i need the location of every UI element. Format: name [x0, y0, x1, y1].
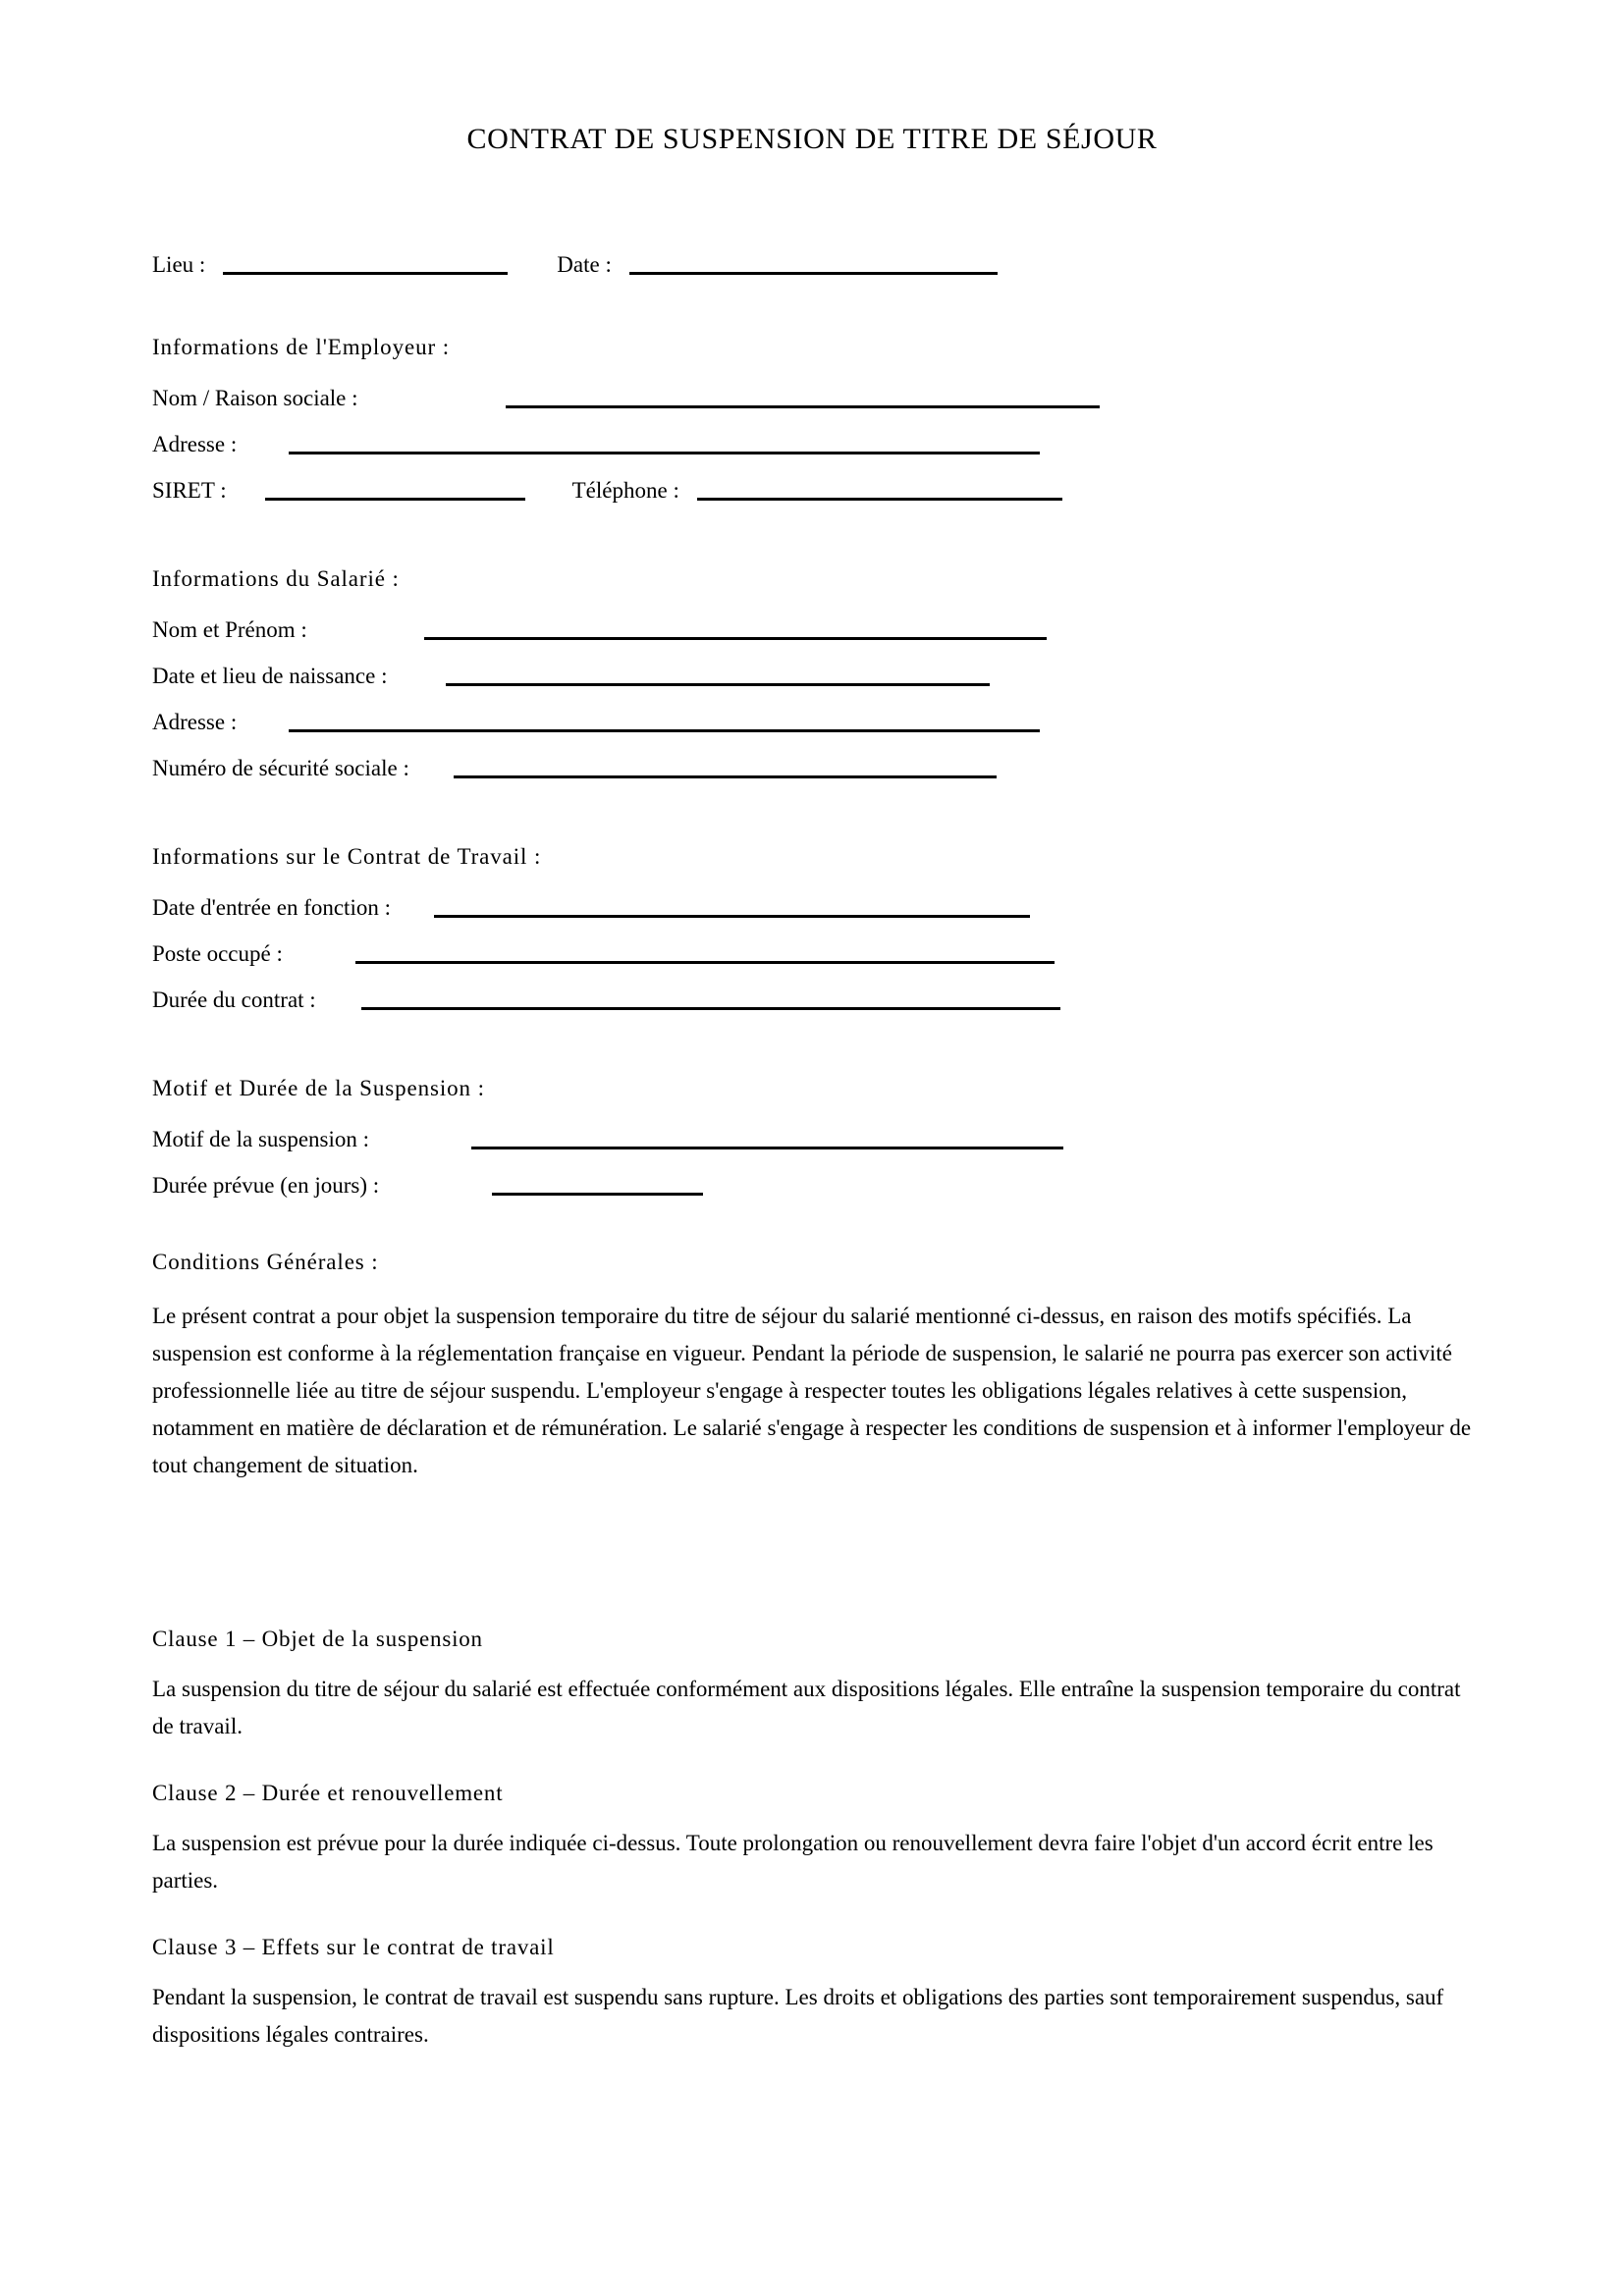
work-duration-label: Durée du contrat : — [152, 988, 316, 1012]
work-start-row — [152, 890, 1478, 920]
work-start-label: Date d'entrée en fonction : — [152, 895, 391, 920]
employee-section-heading: Informations du Salarié : — [152, 566, 400, 591]
date-input-line[interactable] — [629, 272, 998, 275]
clause-3-body: Pendant la suspension, le contrat de travail est suspendu sans rupture. Les droits et obligations des parties sont temporairement suspendus, sauf dispositions légales contraires. — [152, 1985, 1444, 2047]
work-start-input-line[interactable] — [434, 915, 1030, 918]
employer-name-input-line[interactable] — [506, 405, 1100, 408]
employee-address-label: Adresse : — [152, 710, 238, 734]
employee-fullname-input-line[interactable] — [424, 637, 1047, 640]
suspension-reason-row — [152, 1122, 1478, 1151]
employee-birth-input-line[interactable] — [446, 683, 990, 686]
clause-2-heading: Clause 2 – Durée et renouvellement — [152, 1781, 504, 1805]
work-position-input-line[interactable] — [355, 961, 1055, 964]
employee-birth-row — [152, 659, 1478, 688]
employee-ssn-row — [152, 751, 1478, 780]
employer-address-input-line[interactable] — [289, 452, 1040, 454]
work-position-label: Poste occupé : — [152, 941, 283, 966]
employer-siret-input-line[interactable] — [265, 498, 525, 501]
clause-2-body: La suspension est prévue pour la durée indiquée ci-dessus. Toute prolongation ou renouvellement devra faire l'objet d'un accord écrit entre les parties. — [152, 1831, 1434, 1893]
general-conditions-body: Le présent contrat a pour objet la suspension temporaire du titre de séjour du salarié mentionné ci-dessus, en raison des motifs spécifiés. La suspension est conforme à la réglementation française en vigueur. Pendant la période de suspension, le salarié ne pourra pas exercer son activité professionnelle liée au titre de séjour suspendu. L'employeur s'engage à respecter toutes les obligations légales relatives à cette suspension, notamment en matière de déclaration et de rémunération. Le salarié s'engage à respecter les conditions de suspension et à informer l'employeur de tout changement de situation. — [152, 1304, 1472, 1477]
place-date-row — [152, 247, 1478, 277]
employee-birth-label: Date et lieu de naissance : — [152, 664, 388, 688]
work-position-row — [152, 936, 1478, 966]
place-label: Lieu : — [152, 252, 206, 277]
employer-address-label: Adresse : — [152, 432, 238, 456]
employee-ssn-label: Numéro de sécurité sociale : — [152, 756, 409, 780]
general-conditions-heading: Conditions Générales : — [152, 1250, 379, 1274]
employer-name-row — [152, 381, 1478, 410]
clause-1-heading: Clause 1 – Objet de la suspension — [152, 1627, 483, 1651]
employer-phone-label: Téléphone : — [571, 478, 679, 503]
employer-siret-row — [152, 473, 1478, 503]
date-label: Date : — [557, 252, 612, 277]
suspension-days-row — [152, 1168, 1478, 1198]
employee-fullname-row — [152, 613, 1478, 642]
clause-1-body: La suspension du titre de séjour du salarié est effectuée conformément aux dispositions légales. Elle entraîne la suspension temporaire du contrat de travail. — [152, 1677, 1461, 1738]
suspension-reason-input-line[interactable] — [471, 1147, 1063, 1149]
work-contract-section-heading: Informations sur le Contrat de Travail : — [152, 844, 542, 869]
suspension-days-input-line[interactable] — [492, 1193, 703, 1196]
page-title: CONTRAT DE SUSPENSION DE TITRE DE SÉJOUR — [466, 123, 1158, 155]
employer-siret-label: SIRET : — [152, 478, 227, 503]
employee-fullname-label: Nom et Prénom : — [152, 617, 307, 642]
employee-address-row — [152, 705, 1478, 734]
employer-address-row — [152, 427, 1478, 456]
employee-address-input-line[interactable] — [289, 729, 1040, 732]
employer-section-heading: Informations de l'Employeur : — [152, 335, 450, 359]
suspension-days-label: Durée prévue (en jours) : — [152, 1173, 380, 1198]
work-duration-input-line[interactable] — [361, 1007, 1060, 1010]
employee-ssn-input-line[interactable] — [454, 775, 997, 778]
employer-name-label: Nom / Raison sociale : — [152, 386, 358, 410]
suspension-reason-label: Motif de la suspension : — [152, 1127, 370, 1151]
employer-phone-input-line[interactable] — [697, 498, 1062, 501]
clause-3-heading: Clause 3 – Effets sur le contrat de travail — [152, 1935, 555, 1959]
place-input-line[interactable] — [223, 272, 508, 275]
work-duration-row — [152, 983, 1478, 1012]
suspension-section-heading: Motif et Durée de la Suspension : — [152, 1076, 485, 1100]
